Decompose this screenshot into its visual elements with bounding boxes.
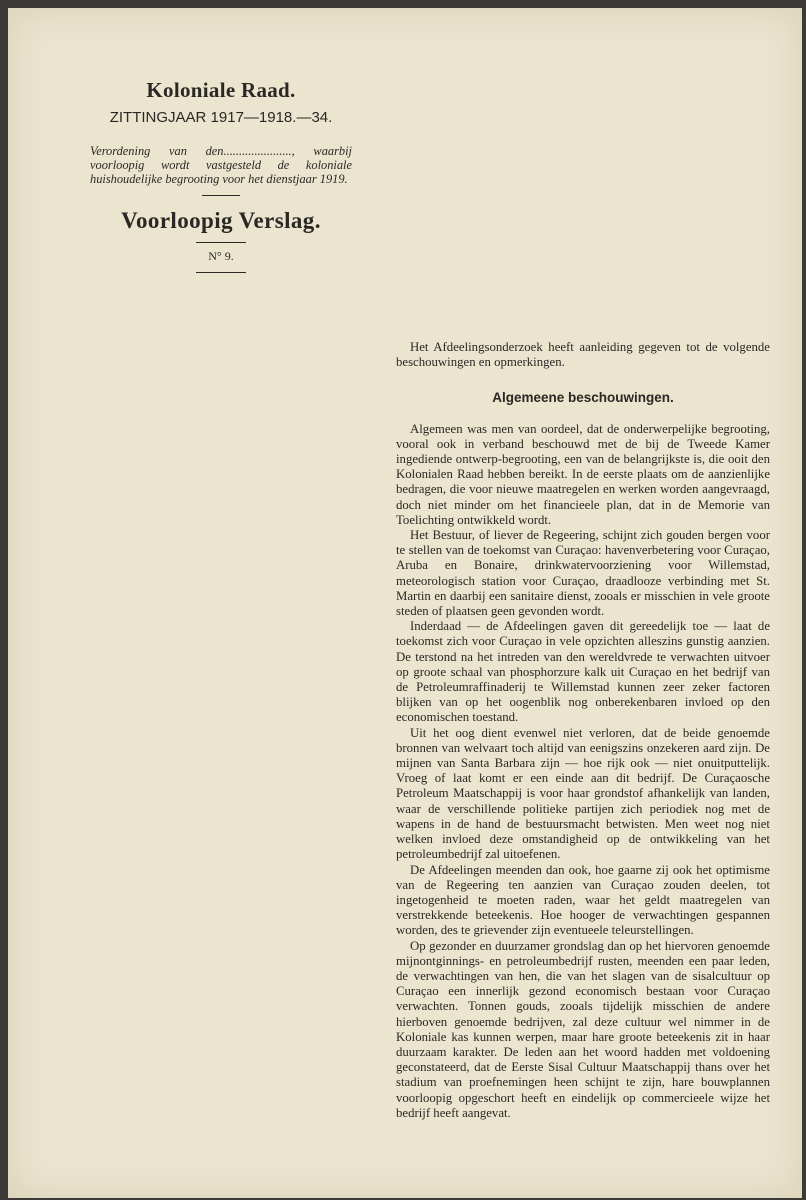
body-paragraph: De Afdeelingen meenden dan ook, hoe gaarne zij ook het optimisme van de Regeering ten aanzien van Curaçao zouden deelen, tot ingetogenheid te moeten raden, waar het geldt maatregelen van verstrekkende beteekenis. Hoe hooger de verwachtingen gespannen worden, des te grievender zijn eventueele teleurstellingen. xyxy=(396,862,770,938)
report-number: N° 9. xyxy=(208,249,234,263)
council-title: Koloniale Raad. xyxy=(146,78,296,102)
body-paragraph: Het Bestuur, of liever de Regeering, schijnt zich gouden bergen voor te stellen van de toekomst van Curaçao: havenverbetering voor Curaçao, Aruba en Bonaire, drinkwatervoorziening voor Willemstad, meteorologisch station voor Curaçao, draadlooze verbinding met St. Martin en daarbij een sanitaire dienst, zooals er misschien in vele groote steden of plaatsen geen gevonden wordt. xyxy=(396,528,770,619)
divider xyxy=(196,242,246,243)
session-year: ZITTINGJAAR 1917—1918.—34. xyxy=(109,109,333,126)
body-paragraph: Algemeen was men van oordeel, dat de onderwerpelijke begrooting, vooral ook in verband beschouwd met de bij de Tweede Kamer ingediende ontwerp-begrooting, een van de belangrijkste is, die ooit den Kolonialen Raad hebben bereikt. In de eerste plaats om de aanzienlijke bedragen, die voor nieuwe maatregelen en werken worden aangevraagd, doch niet minder om het financieele plan, dat in de Memorie van Toelichting ontwikkeld wordt. xyxy=(396,421,770,527)
divider xyxy=(202,195,240,196)
body-paragraph: Op gezonder en duurzamer grondslag dan op het hiervoren genoemde mijnontginnings- en petroleumbedrijf rusten, meenden een paar leden, de verwachtingen van hen, die van het slagen van de sisalcultuur op Curaçao een innerlijk gezond economisch bestaan voor Curaçao verwachten. Tonnen gouds, zooals tijdelijk misschien de andere hierboven genoemde bedrijven, zal deze cultuur wel nimmer in de Koloniale kas kunnen werpen, maar hare groote beteekenis zit in haar duurzaam karakter. De leden aan het woord hadden met voldoening geconstateerd, dat de Eerste Sisal Cultuur Maatschappij thans over het stadium van proefnemingen heen schijnt te zijn, hare bouwplannen voorloopig opgeschort heeft en eindelijk op commercieele wijze het bedrijf heeft aangevat. xyxy=(396,938,770,1120)
report-title: Voorloopig Verslag. xyxy=(121,208,321,233)
header-block xyxy=(90,78,352,273)
ordinance-description: Verordening van den......................, waarbij voorloopig wordt vastgesteld de koloniale huishoudelijke begrooting voor het dienstjaar 1919. xyxy=(90,144,352,186)
intro-paragraph: Het Afdeelingsonderzoek heeft aanleiding gegeven tot de volgende beschouwingen en opmerkingen. xyxy=(396,340,770,370)
divider xyxy=(196,272,246,273)
document-page xyxy=(8,8,802,1198)
body-paragraph: Inderdaad — de Afdeelingen gaven dit gereedelijk toe — laat de toekomst zich voor Curaçao in vele opzichten alleszins gunstig aanzien. De terstond na het intreden van den wereldvrede te verwachten uitvoer op groote schaal van phosphorzure kalk uit Curaçao en het bedrijf van de Petroleumraffinaderij te Willemstad kunnen zeer zeker factoren blijken van op het oogenblik nog onberekenbaren invloed op den economischen toestand. xyxy=(396,619,770,725)
body-paragraph: Uit het oog dient evenwel niet verloren, dat de beide genoemde bronnen van welvaart toch altijd van eenigszins onzekeren aard zijn. De mijnen van Santa Barbara zijn — hoe rijk ook — niet onuitputtelijk. Vroeg of laat komt er een einde aan dit bedrijf. De Curaçaosche Petroleum Maatschappij is voor haar grondstof afhankelijk van landen, waar de verschillende politieke partijen zich periodiek nog met de wapens in de hand de bestuursmacht betwisten. Men weet nog niet welken invloed deze omstandigheid op de ontwikkeling van het petroleumbedrijf zal uitoefenen. xyxy=(396,725,770,862)
report-body xyxy=(396,340,770,1121)
section-heading: Algemeene beschouwingen. xyxy=(492,390,674,406)
